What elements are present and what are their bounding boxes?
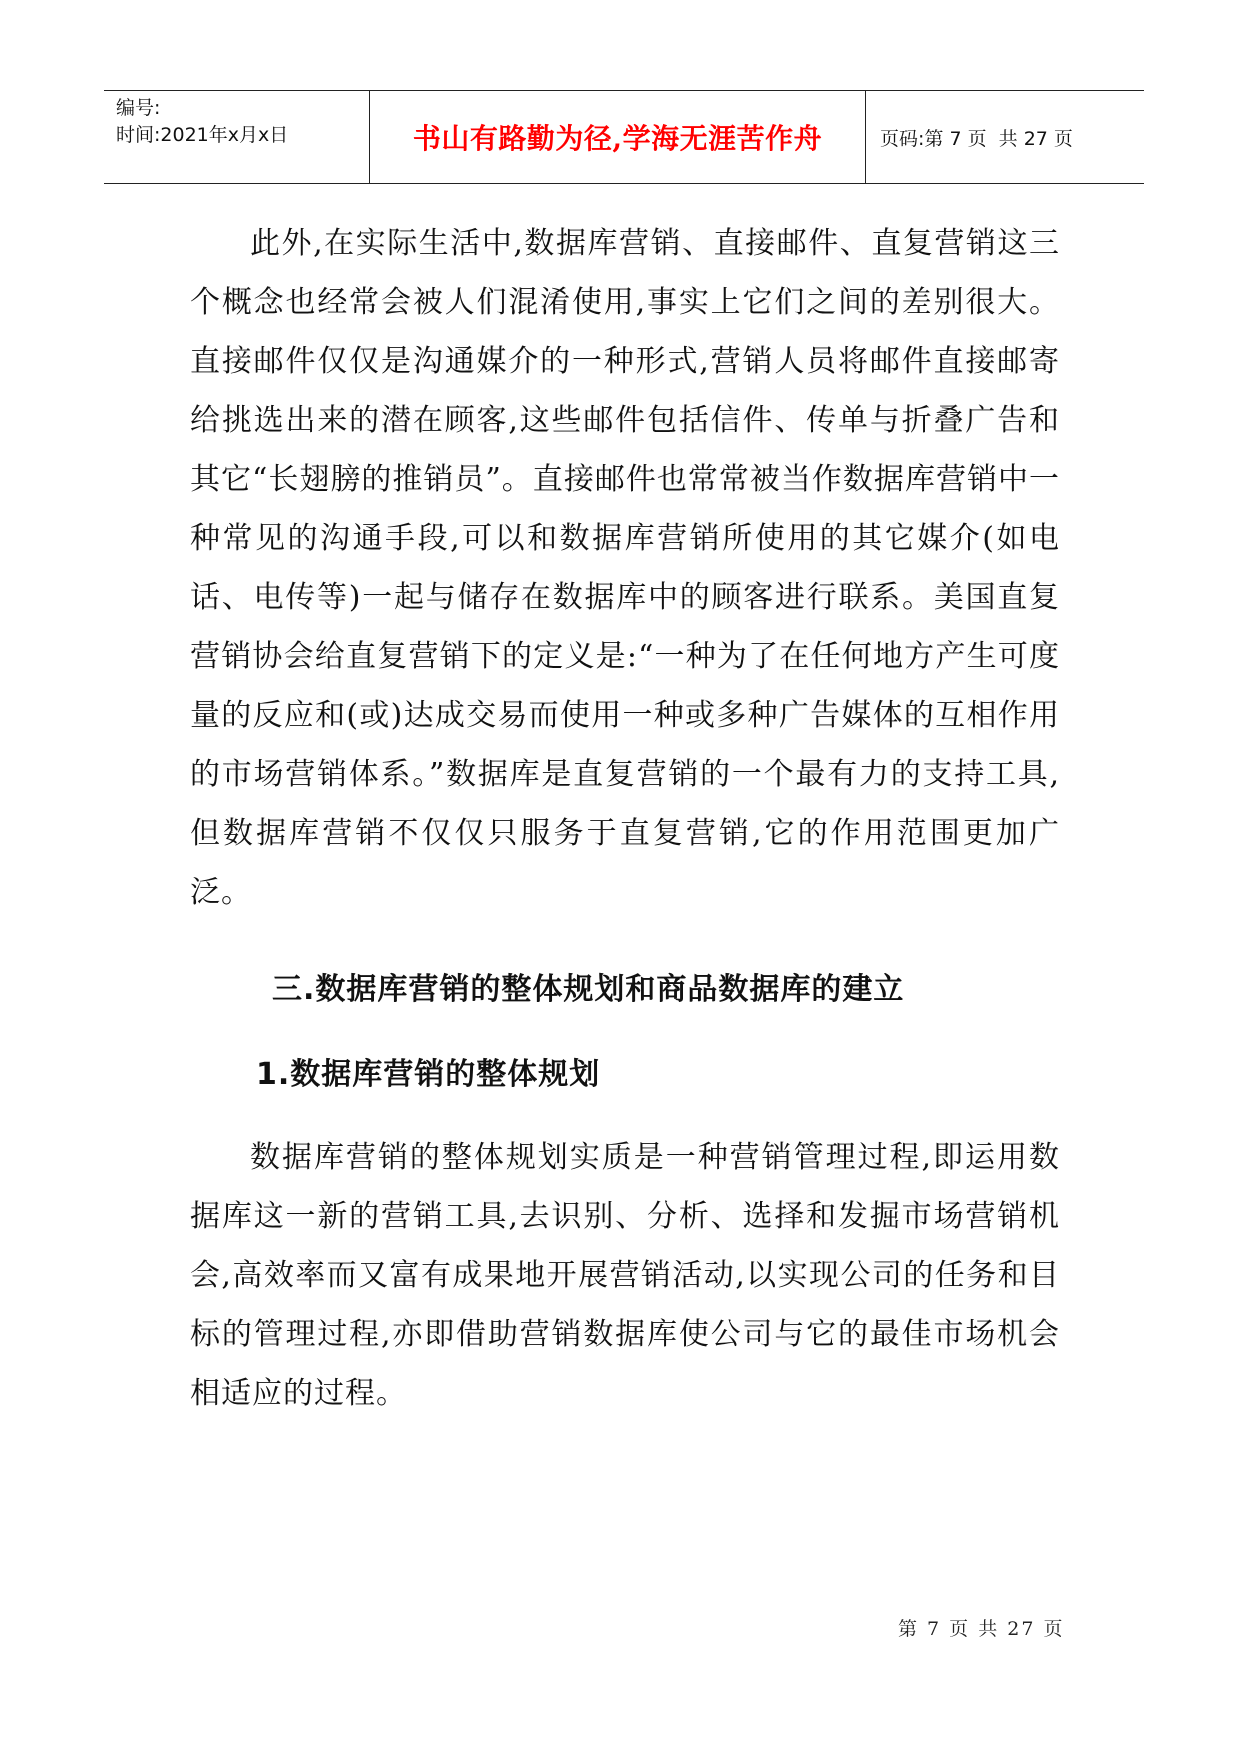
header-motto: 书山有路勤为径,学海无涯苦作舟: [370, 91, 866, 183]
section-heading: 三.数据库营销的整体规划和商品数据库的建立: [272, 972, 905, 1007]
body-paragraph-1: 此外,在实际生活中,数据库营销、直接邮件、直复营销这三个概念也经常会被人们混淆使用,事实上它们之间的差别很大。直接邮件仅仅是沟通媒介的一种形式,营销人员将邮件直接邮寄给挑选出来的潜在顾客,这些邮件包括信件、传单与折叠广告和其它“长翅膀的推销员”。直接邮件也常常被当作数据库营销中一种常见的沟通手段,可以和数据库营销所使用的其它媒介(如电话、电传等)一起与储存在数据库中的顾客进行联系。美国直复营销协会给直复营销下的定义是:“一种为了在任何地方产生可度量的反应和(或)达成交易而使用一种或多种广告媒体的互相作用的市场营销体系。”数据库是直复营销的一个最有力的支持工具,但数据库营销不仅仅只服务于直复营销,它的作用范围更加广泛。: [190, 226, 1060, 910]
document-number-label: 编号:: [116, 97, 161, 119]
subsection-heading: 1.数据库营销的整体规划: [256, 1057, 601, 1092]
page-header: [104, 90, 1144, 184]
header-meta-cell: [104, 91, 370, 183]
header-page-info-cell: [866, 91, 1144, 183]
header-page-info: 页码:第 7 页 共 27 页: [880, 127, 1073, 150]
page-footer: 第 7 页 共 27 页: [898, 1618, 1065, 1640]
page-content: [190, 214, 1060, 1423]
body-paragraph-2: 数据库营销的整体规划实质是一种营销管理过程,即运用数据库这一新的营销工具,去识别、分析、选择和发掘市场营销机会,高效率而又富有成果地开展营销活动,以实现公司的任务和目标的管理过程,亦即借助营销数据库使公司与它的最佳市场机会相适应的过程。: [190, 1140, 1060, 1411]
document-time-label: 时间:2021年x月x日: [116, 124, 289, 146]
